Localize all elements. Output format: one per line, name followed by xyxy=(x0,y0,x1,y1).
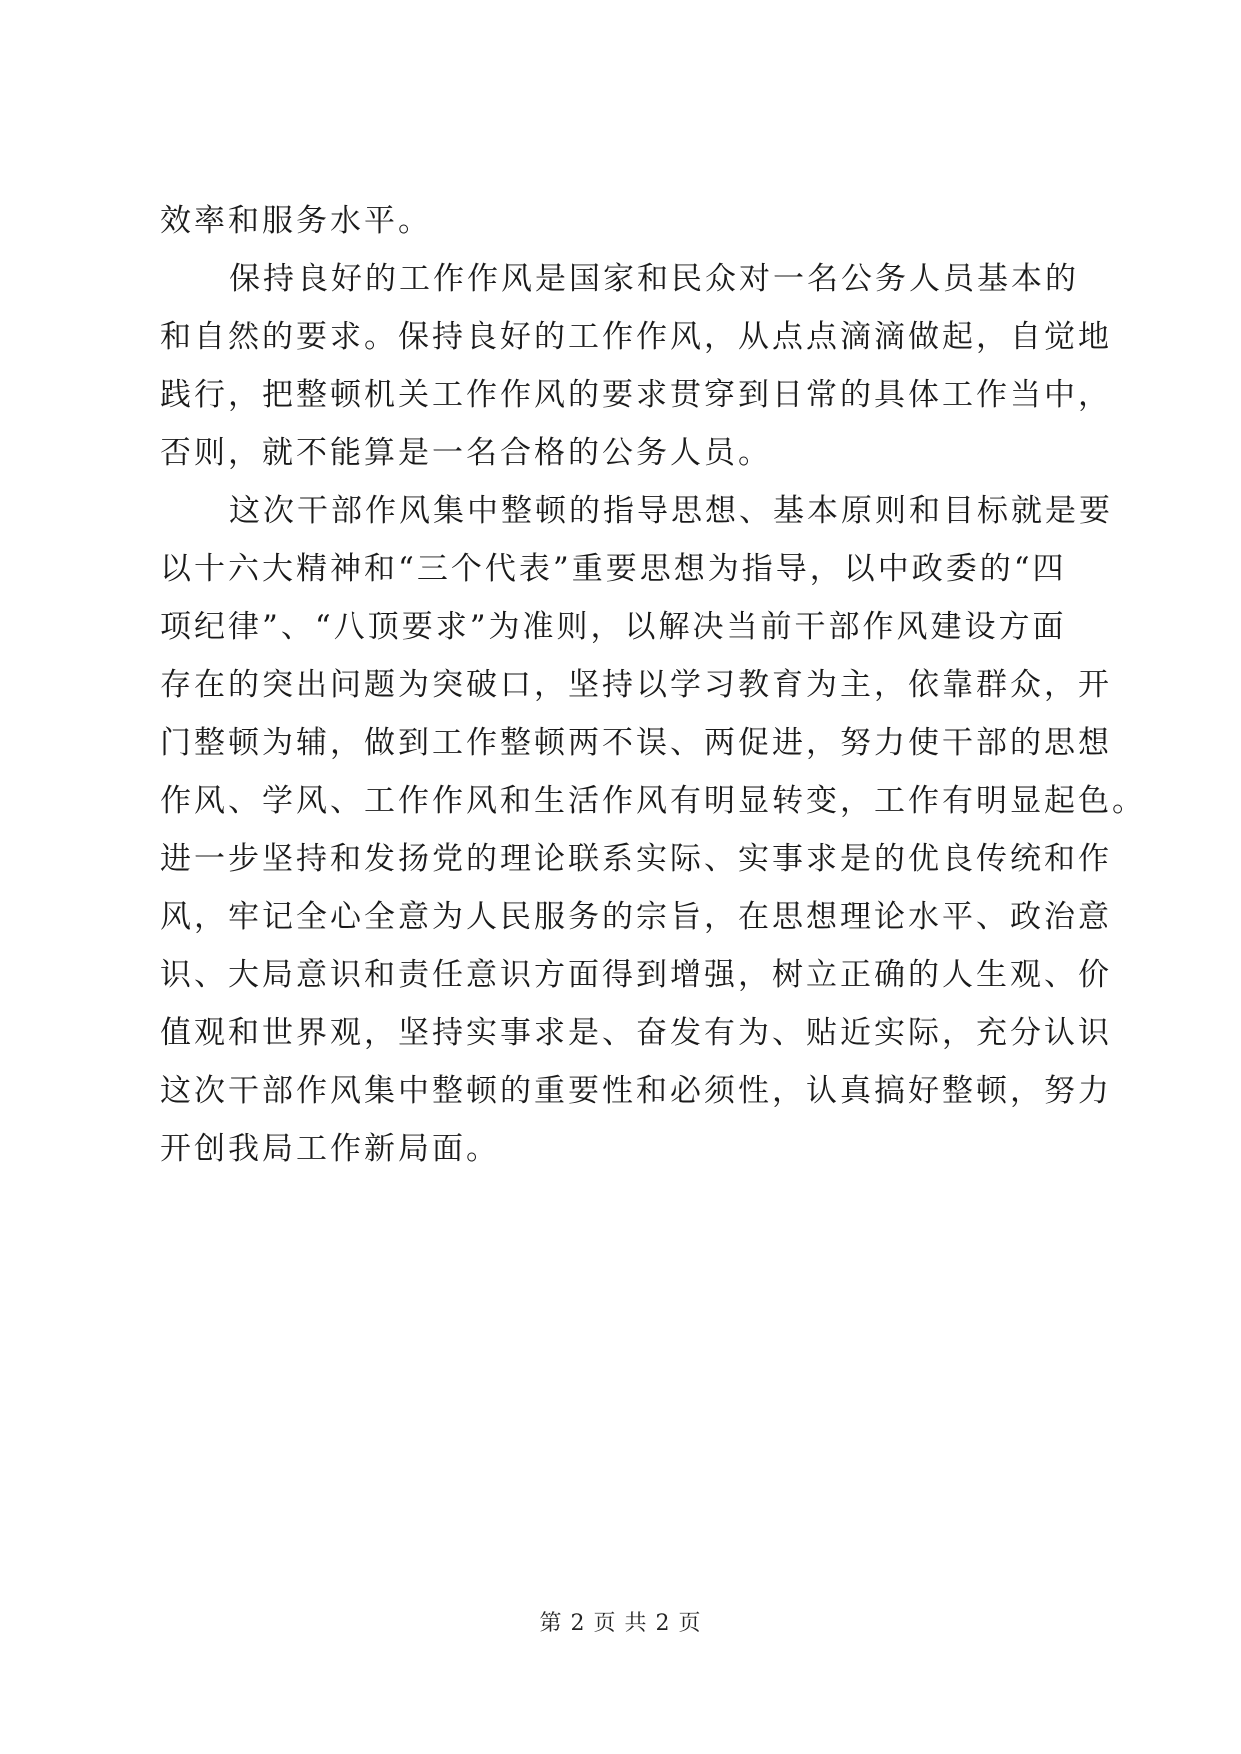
text-line: 风，牢记全心全意为人民服务的宗旨，在思想理论水平、政治意 xyxy=(160,899,1112,935)
text-line: 进一步坚持和发扬党的理论联系实际、实事求是的优良传统和作 xyxy=(160,841,1112,877)
text-line: 这次干部作风集中整顿的重要性和必须性，认真搞好整顿，努力 xyxy=(160,1073,1112,1109)
text-line: 识、大局意识和责任意识方面得到增强，树立正确的人生观、价 xyxy=(160,957,1112,993)
text-line: 作风、学风、工作作风和生活作风有明显转变，工作有明显起色。 xyxy=(160,783,1146,819)
text-line: 开创我局工作新局面。 xyxy=(160,1131,500,1167)
text-line: 否则，就不能算是一名合格的公务人员。 xyxy=(160,435,772,471)
body-text xyxy=(160,192,1146,1178)
text-line: 值观和世界观，坚持实事求是、奋发有为、贴近实际，充分认识 xyxy=(160,1015,1112,1051)
page-footer: 第 2 页 共 2 页 xyxy=(539,1611,702,1636)
text-line: 效率和服务水平。 xyxy=(160,203,432,239)
text-line: 门整顿为辅，做到工作整顿两不误、两促进，努力使干部的思想 xyxy=(160,725,1112,761)
text-line: 项纪律”、“八顶要求”为准则，以解决当前干部作风建设方面 xyxy=(160,609,1067,645)
text-line: 存在的突出问题为突破口，坚持以学习教育为主，依靠群众，开 xyxy=(160,667,1112,703)
text-line: 以十六大精神和“三个代表”重要思想为指导，以中政委的“四 xyxy=(160,551,1067,587)
text-line: 和自然的要求。保持良好的工作作风，从点点滴滴做起，自觉地 xyxy=(160,319,1112,355)
text-line: 践行，把整顿机关工作作风的要求贯穿到日常的具体工作当中， xyxy=(160,377,1112,413)
text-line: 保持良好的工作作风是国家和民众对一名公务人员基本的 xyxy=(229,261,1079,297)
text-line: 这次干部作风集中整顿的指导思想、基本原则和目标就是要 xyxy=(229,493,1113,529)
